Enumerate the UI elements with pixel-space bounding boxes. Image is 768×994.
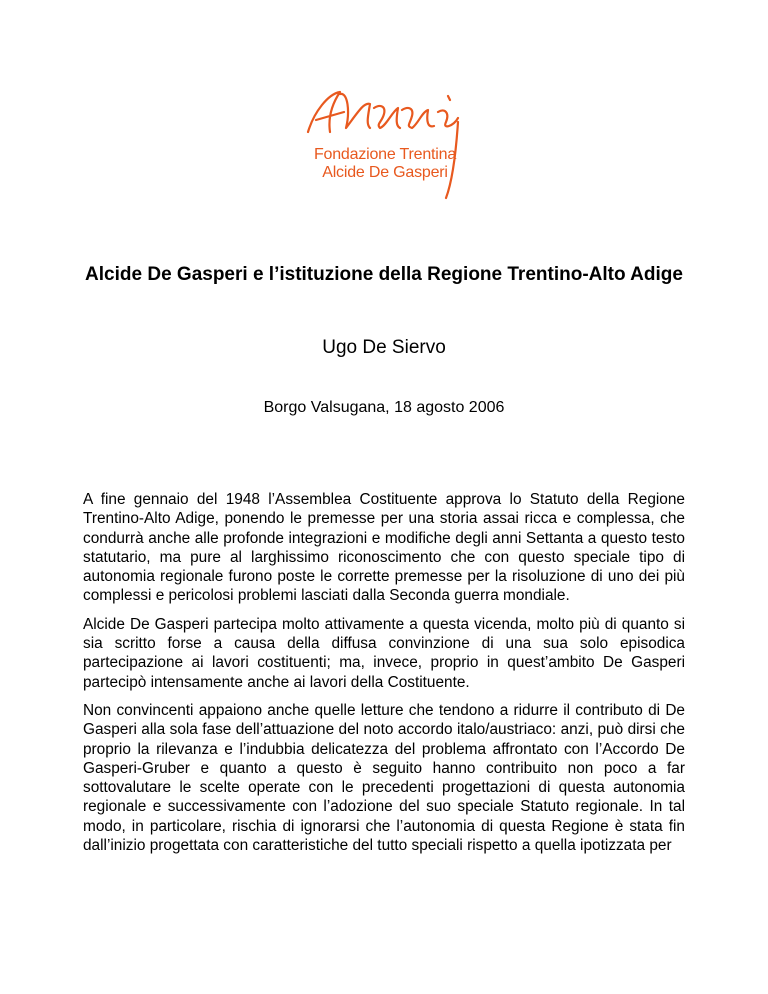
paragraph-1: A fine gennaio del 1948 l’Assemblea Costituente approva lo Statuto della Regione Trentino-Alto Adige, ponendo le premesse per una storia assai ricca e complessa, che condurrà anche alle profonde integrazioni e modifiche degli anni Settanta a questo testo statutario, ma pure al larghissimo riconoscimento che con questo speciale tipo di autonomia regionale furono poste le corrette premesse per la risoluzione di uno dei più complessi e pericolosi problemi lasciati dalla Seconda guerra mondiale.: [83, 491, 685, 605]
foundation-logo: [288, 82, 478, 202]
paragraph-3: Non convincenti appaiono anche quelle letture che tendono a ridurre il contributo di De Gasperi alla sola fase dell’attuazione del noto accordo italo/austriaco: anzi, può dirsi che proprio la rilevanza e l’indubbia delicatezza del problema affrontato con l’Accordo De Gasperi-Gruber e quanto a questo è seguito hanno contribuito non poco a far sottovalutare le scelte operate con le precedenti progettazioni di questa autonomia regionale e successivamente con l’adozione del suo speciale Statuto regionale. In tal modo, in particolare, rischia di ignorarsi che l’autonomia di questa Regione è stata fin dall’inizio progettata con caratteristiche del tutto speciali rispetto a quella ipotizzata per: [83, 701, 685, 855]
document-title: Alcide De Gasperi e l’istituzione della Regione Trentino-Alto Adige: [85, 264, 683, 285]
author-name: Ugo De Siervo: [322, 337, 446, 358]
logo-text-line1: Fondazione Trentina: [313, 146, 457, 163]
paragraph-2: Alcide De Gasperi partecipa molto attivamente a questa vicenda, molto più di quanto si sia scritto forse a causa della diffusa convinzione di una sua solo episodica partecipazione ai lavori costituenti; ma, invece, proprio in quest’ambito De Gasperi partecipò intensamente anche ai lavori della Costituente.: [83, 615, 685, 691]
logo-text-line2: Alcide De Gasperi: [322, 164, 448, 181]
signature-graphic: [288, 82, 478, 202]
body-text: [83, 490, 685, 864]
place-date: Borgo Valsugana, 18 agosto 2006: [263, 399, 505, 416]
